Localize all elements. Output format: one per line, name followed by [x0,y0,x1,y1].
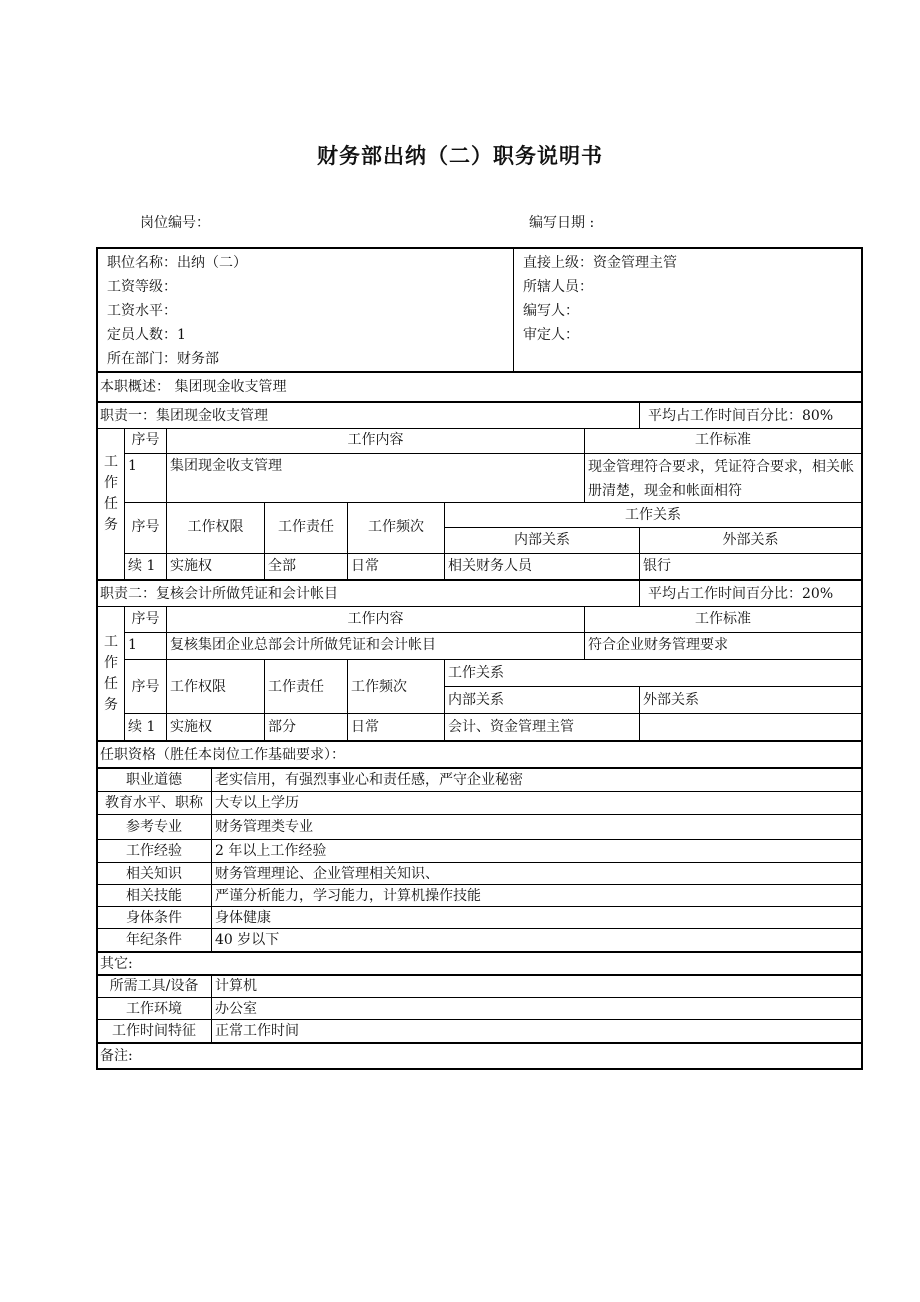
duty2-task-standard: 符合企业财务管理要求 [588,637,728,653]
duty2-internal-header: 内部关系 [448,692,504,708]
qual-label-ethics: 职业道德 [126,772,182,788]
side-label-char: 务 [104,697,118,713]
duty1-task-standard: 现金管理符合要求，凭证符合要求，相关帐册清楚，现金和帐面相符 [588,459,854,499]
qual-label-skills: 相关技能 [126,888,182,904]
other-value-tools: 计算机 [215,978,257,994]
remarks-label: 备注: [100,1048,133,1064]
info-department: 所在部门：财务部 [107,351,219,367]
duty1-seq-header: 序号 [131,432,160,448]
qual-value-experience: 2 年以上工作经验 [215,843,327,859]
divider [639,580,640,606]
duty2-row-authority: 实施权 [170,719,212,735]
duty1-frequency-header: 工作频次 [368,519,424,535]
duty1-task-seq: 1 [128,458,137,474]
duty1-row-seq: 续 1 [128,558,156,574]
other-title: 其它: [100,956,133,972]
duty1-authority-header: 工作权限 [187,519,244,535]
duty1-row-authority: 实施权 [170,558,212,574]
divider [124,632,861,633]
side-label-char: 工 [104,634,118,650]
qualifications-title: 任职资格（胜任本岗位工作基础要求）： [100,747,345,763]
duty2-seq-header: 序号 [131,611,160,627]
side-label-char: 任 [104,496,118,512]
side-label-char: 作 [104,475,118,491]
duty1-row-frequency: 日常 [351,558,379,574]
duty2-content-header: 工作内容 [347,611,404,627]
qual-value-physical: 身体健康 [215,910,271,926]
divider [124,553,861,554]
other-label-tools: 所需工具/设备 [109,978,199,994]
other-value-work-hours: 正常工作时间 [215,1023,299,1039]
info-approver: 审定人： [523,327,579,343]
duty2-title: 职责二：复核会计所做凭证和会计帐目 [100,586,338,602]
duty2-row-frequency: 日常 [351,719,379,735]
info-headcount: 定员人数：1 [107,327,186,343]
duty1-external-header: 外部关系 [722,532,779,548]
duty2-row-responsibility: 部分 [268,719,296,735]
duty2-standard-header: 工作标准 [695,611,751,627]
info-salary-grade: 工资等级： [107,279,177,295]
qual-label-education: 教育水平、职称 [105,795,203,811]
divider [639,402,640,429]
divider [124,453,861,454]
duty1-row-internal: 相关财务人员 [448,558,532,574]
qual-value-skills: 严谨分析能力，学习能力，计算机操作技能 [215,888,481,904]
divider [124,502,861,503]
qual-value-knowledge: 财务管理理论、企业管理相关知识、 [215,866,439,882]
duty1-percent: 平均占工作时间百分比：80% [648,408,834,424]
divider [98,814,861,815]
duty1-row-external: 银行 [643,558,671,574]
info-writer: 编写人： [523,303,579,319]
duty1-task-content: 集团现金收支管理 [170,458,282,474]
divider [513,249,514,371]
duty2-responsibility-header: 工作责任 [268,679,324,695]
divider [124,713,861,714]
divider [98,401,861,403]
qual-label-age: 年纪条件 [126,932,182,948]
duty2-task-content: 复核集团企业总部会计所做凭证和会计帐目 [170,637,436,653]
duty2-row-seq: 续 1 [128,719,156,735]
duty1-content-header: 工作内容 [347,432,404,448]
page-title: 财务部出纳（二）职务说明书 [317,144,603,168]
duty1-internal-header: 内部关系 [514,532,570,548]
qual-value-education: 大专以上学历 [215,795,299,811]
duty1-responsibility-header: 工作责任 [278,519,334,535]
duty2-row-internal: 会计、资金管理主管 [448,719,574,735]
divider [98,371,861,373]
divider [98,606,861,607]
duty1-relations-header: 工作关系 [625,507,681,523]
qual-value-ethics: 老实信用，有强烈事业心和责任感，严守企业秘密 [215,772,523,788]
other-value-environment: 办公室 [215,1001,257,1017]
duty1-title: 职责一：集团现金收支管理 [100,408,268,424]
write-date-label: 编写日期 : [529,215,595,231]
duty2-external-header: 外部关系 [643,692,699,708]
side-label-char: 工 [104,454,118,470]
other-label-environment: 工作环境 [126,1001,182,1017]
divider [124,659,861,660]
qual-label-experience: 工作经验 [126,843,182,859]
info-supervisor: 直接上级：资金管理主管 [523,255,677,271]
divider [444,527,861,528]
qual-label-physical: 身体条件 [126,910,182,926]
duty2-authority-header: 工作权限 [170,679,226,695]
info-position-name: 职位名称：出纳（二） [107,255,247,271]
qual-label-major: 参考专业 [126,819,182,835]
divider [98,579,861,581]
duty2-task-seq: 1 [128,637,137,653]
duty2-relations-header: 工作关系 [448,665,504,681]
side-label-char: 任 [104,676,118,692]
qual-value-age: 40 岁以下 [215,932,280,948]
side-label-char: 作 [104,655,118,671]
overview-text: 本职概述： 集团现金收支管理 [100,379,287,395]
duty2-frequency-header: 工作频次 [351,679,407,695]
duty2-percent: 平均占工作时间百分比：20% [648,586,834,602]
post-number-label: 岗位编号： [140,215,210,231]
qual-label-knowledge: 相关知识 [126,866,182,882]
duty1-standard-header: 工作标准 [695,432,751,448]
other-label-work-hours: 工作时间特征 [112,1023,196,1039]
qual-value-major: 财务管理类专业 [215,819,313,835]
info-subordinates: 所辖人员： [523,279,593,295]
info-salary-level: 工资水平： [107,303,177,319]
side-label-char: 务 [104,517,118,533]
divider [98,740,861,742]
divider [444,686,861,687]
duty2-seq-header-2: 序号 [131,679,160,695]
divider [98,1042,861,1044]
duty1-seq-header-2: 序号 [131,519,160,535]
duty1-row-responsibility: 全部 [268,558,296,574]
